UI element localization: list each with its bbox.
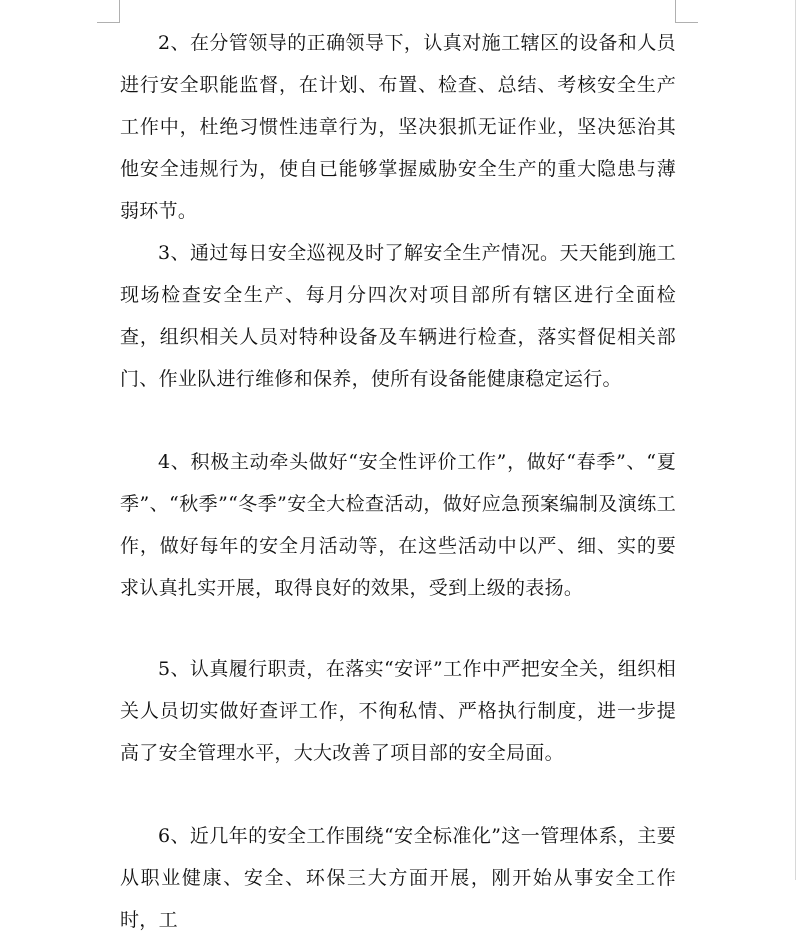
paragraph-5: 5、认真履行职责，在落实“安评”工作中严把安全关，组织相关人员切实做好查评工作，不徇私情、严格执行制度，进一步提高了安全管理水平，大大改善了项目部的安全局面。 bbox=[120, 658, 676, 764]
paragraph-2: 2、在分管领导的正确领导下，认真对施工辖区的设备和人员进行安全职能监督，在计划、布置、检查、总结、考核安全生产工作中，杜绝习惯性违章行为，坚决狠抓无证作业，坚决惩治其他安全违规行为，使自已能够掌握威胁安全生产的重大隐患与薄弱环节。 bbox=[120, 32, 676, 222]
paragraph-6: 6、近几年的安全工作围绕“安全标准化”这一管理体系，主要从职业健康、安全、环保三大方面开展，刚开始从事安全工作时，工 bbox=[120, 825, 676, 931]
page-corner-mark-top-right bbox=[675, 0, 698, 23]
paragraph-4: 4、积极主动牵头做好“安全性评价工作”，做好“春季”、“夏季”、“秋季”“冬季”安全大检查活动，做好应急预案编制及演练工作，做好每年的安全月活动等，在这些活动中以严、细、实的要求认真扎实开展，取得良好的效果，受到上级的表扬。 bbox=[120, 451, 676, 599]
page-corner-mark-top-left bbox=[97, 0, 120, 23]
paragraph-3: 3、通过每日安全巡视及时了解安全生产情况。天天能到施工现场检查安全生产、每月分四次对项目部所有辖区进行全面检查，组织相关人员对特种设备及车辆进行检查，落实督促相关部门、作业队进行维修和保养，使所有设备能健康稳定运行。 bbox=[120, 242, 676, 390]
